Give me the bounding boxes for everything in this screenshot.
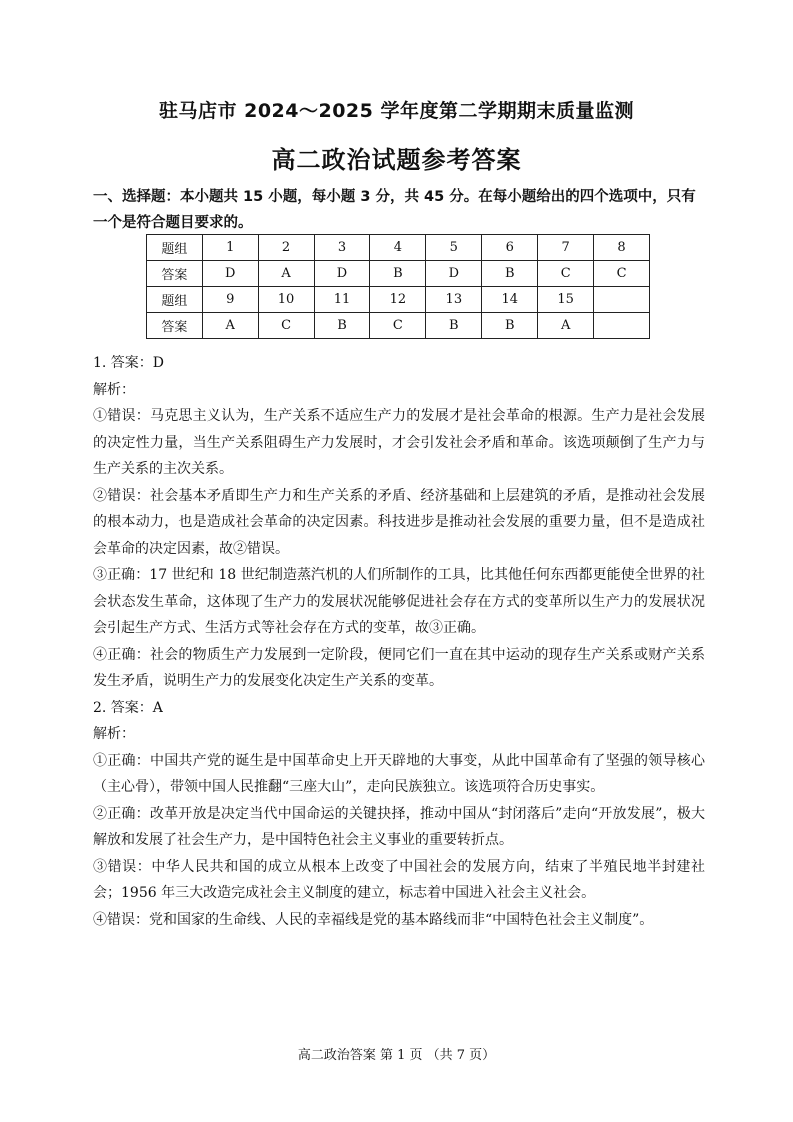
q2-analysis-4: ④错误：党和国家的生命线、人民的幸福线是党的基本路线而非“中国特色社会主义制度”。 xyxy=(93,911,654,928)
table-cell: B xyxy=(370,261,426,287)
q1-analysis-3: ③正确：17 世纪和 18 世纪制造蒸汽机的人们所制作的工具，比其他任何东西都更能使全世界的社会状态发生革命，这体现了生产力的发展状况能够促进社会存在方式的变革所以生产力的发展状况会引起生产方式、生活方式等社会存在方式的变革，故③正确。 xyxy=(93,567,705,636)
table-row-header: 答案 xyxy=(147,313,203,339)
table-row xyxy=(147,313,650,339)
q1-analysis-label: 解析： xyxy=(93,381,135,398)
q2-analysis-2: ②正确：改革开放是决定当代中国命运的关键抉择，推动中国从“封闭落后”走向“开放发展”，极大解放和发展了社会生产力，是中国特色社会主义事业的重要转折点。 xyxy=(93,805,705,848)
table-cell: A xyxy=(538,313,594,339)
section-heading: 一、选择题：本小题共 15 小题，每小题 3 分，共 45 分。在每小题给出的四个选项中，只有一个是符合题目要求的。 xyxy=(93,189,696,231)
table-cell: 2 xyxy=(258,235,314,261)
table-cell xyxy=(594,287,650,313)
q1-analysis-1: ①错误：马克思主义认为，生产关系不适应生产力的发展才是社会革命的根源。生产力是社会发展的决定性力量，当生产关系阻碍生产力发展时，才会引发社会矛盾和革命。该选项颠倒了生产力与生产关系的主次关系。 xyxy=(93,408,705,477)
table-cell: B xyxy=(314,313,370,339)
table-cell: C xyxy=(538,261,594,287)
table-cell: C xyxy=(594,261,650,287)
table-row xyxy=(147,287,650,313)
q1-analysis-4: ④正确：社会的物质生产力发展到一定阶段，便同它们一直在其中运动的现存生产关系或财产关系发生矛盾，说明生产力的发展变化决定生产关系的变革。 xyxy=(93,646,705,689)
table-cell: 12 xyxy=(370,287,426,313)
table-cell xyxy=(594,313,650,339)
page-footer: 高二政治答案 第 1 页 （共 7 页） xyxy=(297,1048,496,1063)
table-cell: 10 xyxy=(258,287,314,313)
table-cell: 5 xyxy=(426,235,482,261)
table-cell: B xyxy=(482,313,538,339)
table-cell: B xyxy=(426,313,482,339)
q2-analysis-label: 解析： xyxy=(93,726,135,742)
answer-table xyxy=(146,234,650,339)
q2-analysis-1: ①正确：中国共产党的诞生是中国革命史上开天辟地的大事变，从此中国革命有了坚强的领导核心（主心骨），带领中国人民推翻“三座大山”，走向民族独立。该选项符合历史事实。 xyxy=(93,752,705,795)
table-row-header: 题组 xyxy=(147,287,203,313)
answer-analysis xyxy=(93,350,705,933)
answer-key-title: 高二政治试题参考答案 xyxy=(271,146,522,174)
table-cell: 7 xyxy=(538,235,594,261)
table-cell: 15 xyxy=(538,287,594,313)
table-cell: C xyxy=(370,313,426,339)
q1-analysis-2: ②错误：社会基本矛盾即生产力和生产关系的矛盾、经济基础和上层建筑的矛盾，是推动社会发展的根本动力，也是造成社会革命的决定因素。科技进步是推动社会发展的重要力量，但不是造成社会革命的决定因素，故②错误。 xyxy=(93,487,705,557)
table-cell: 9 xyxy=(202,287,258,313)
table-cell: 13 xyxy=(426,287,482,313)
table-row-header: 答案 xyxy=(147,261,203,287)
exam-title: 驻马店市 2024～2025 学年度第二学期期末质量监测 xyxy=(159,100,634,122)
table-cell: D xyxy=(202,261,258,287)
table-cell: C xyxy=(258,313,314,339)
q2-answer: 2. 答案：A xyxy=(93,699,163,716)
table-row xyxy=(147,261,650,287)
table-cell: A xyxy=(258,261,314,287)
q1-answer: 1. 答案：D xyxy=(93,355,165,371)
table-cell: 6 xyxy=(482,235,538,261)
table-cell: 4 xyxy=(370,235,426,261)
table-row-header: 题组 xyxy=(147,235,203,261)
table-cell: 1 xyxy=(202,235,258,261)
table-cell: 8 xyxy=(594,235,650,261)
table-cell: A xyxy=(202,313,258,339)
table-cell: D xyxy=(426,261,482,287)
table-cell: B xyxy=(482,261,538,287)
table-cell: 11 xyxy=(314,287,370,313)
table-row xyxy=(147,235,650,261)
q2-analysis-3: ③错误：中华人民共和国的成立从根本上改变了中国社会的发展方向，结束了半殖民地半封建社会；1956 年三大改造完成社会主义制度的建立，标志着中国进入社会主义社会。 xyxy=(93,858,705,901)
table-cell: 14 xyxy=(482,287,538,313)
table-cell: 3 xyxy=(314,235,370,261)
table-cell: D xyxy=(314,261,370,287)
